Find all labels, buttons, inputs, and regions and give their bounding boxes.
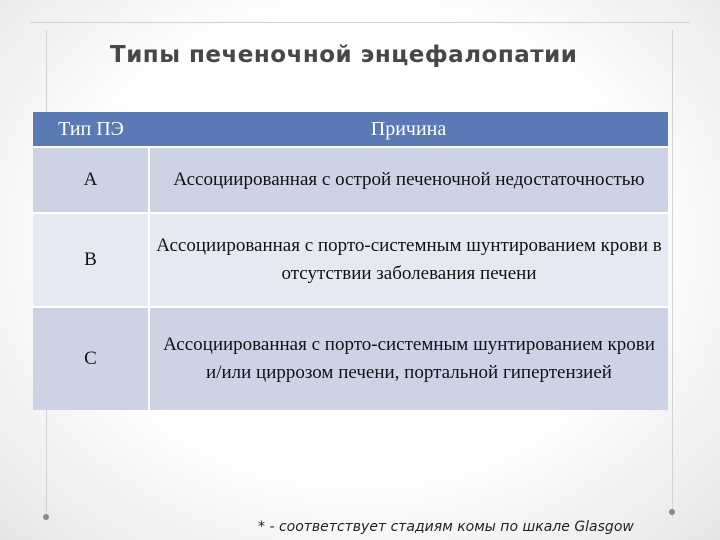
header-cause: Причина <box>149 112 668 147</box>
cell-type: A <box>33 147 149 213</box>
cell-cause: Ассоциированная с порто-системным шунтированием крови в отсутствии заболевания печени <box>149 213 668 307</box>
table-row <box>33 213 668 307</box>
footnote: * - соответствует стадиям комы по шкале Glasgow <box>258 519 634 535</box>
header-type: Тип ПЭ <box>33 112 149 147</box>
decorative-frame-top <box>30 22 690 23</box>
decorative-dot-right <box>669 509 675 515</box>
cell-cause: Ассоциированная с острой печеночной недостаточностью <box>149 147 668 213</box>
cell-cause: Ассоциированная с порто-системным шунтированием крови и/или циррозом печени, портальной гипертензией <box>149 307 668 410</box>
decorative-frame-right <box>672 30 673 518</box>
cell-type: C <box>33 307 149 410</box>
pe-types-table <box>33 112 668 410</box>
table-row <box>33 307 668 410</box>
cell-type: B <box>33 213 149 307</box>
slide-title: Типы печеночной энцефалопатии <box>110 42 578 68</box>
decorative-dot-left <box>43 514 49 520</box>
table-header-row <box>33 112 668 147</box>
table-row <box>33 147 668 213</box>
